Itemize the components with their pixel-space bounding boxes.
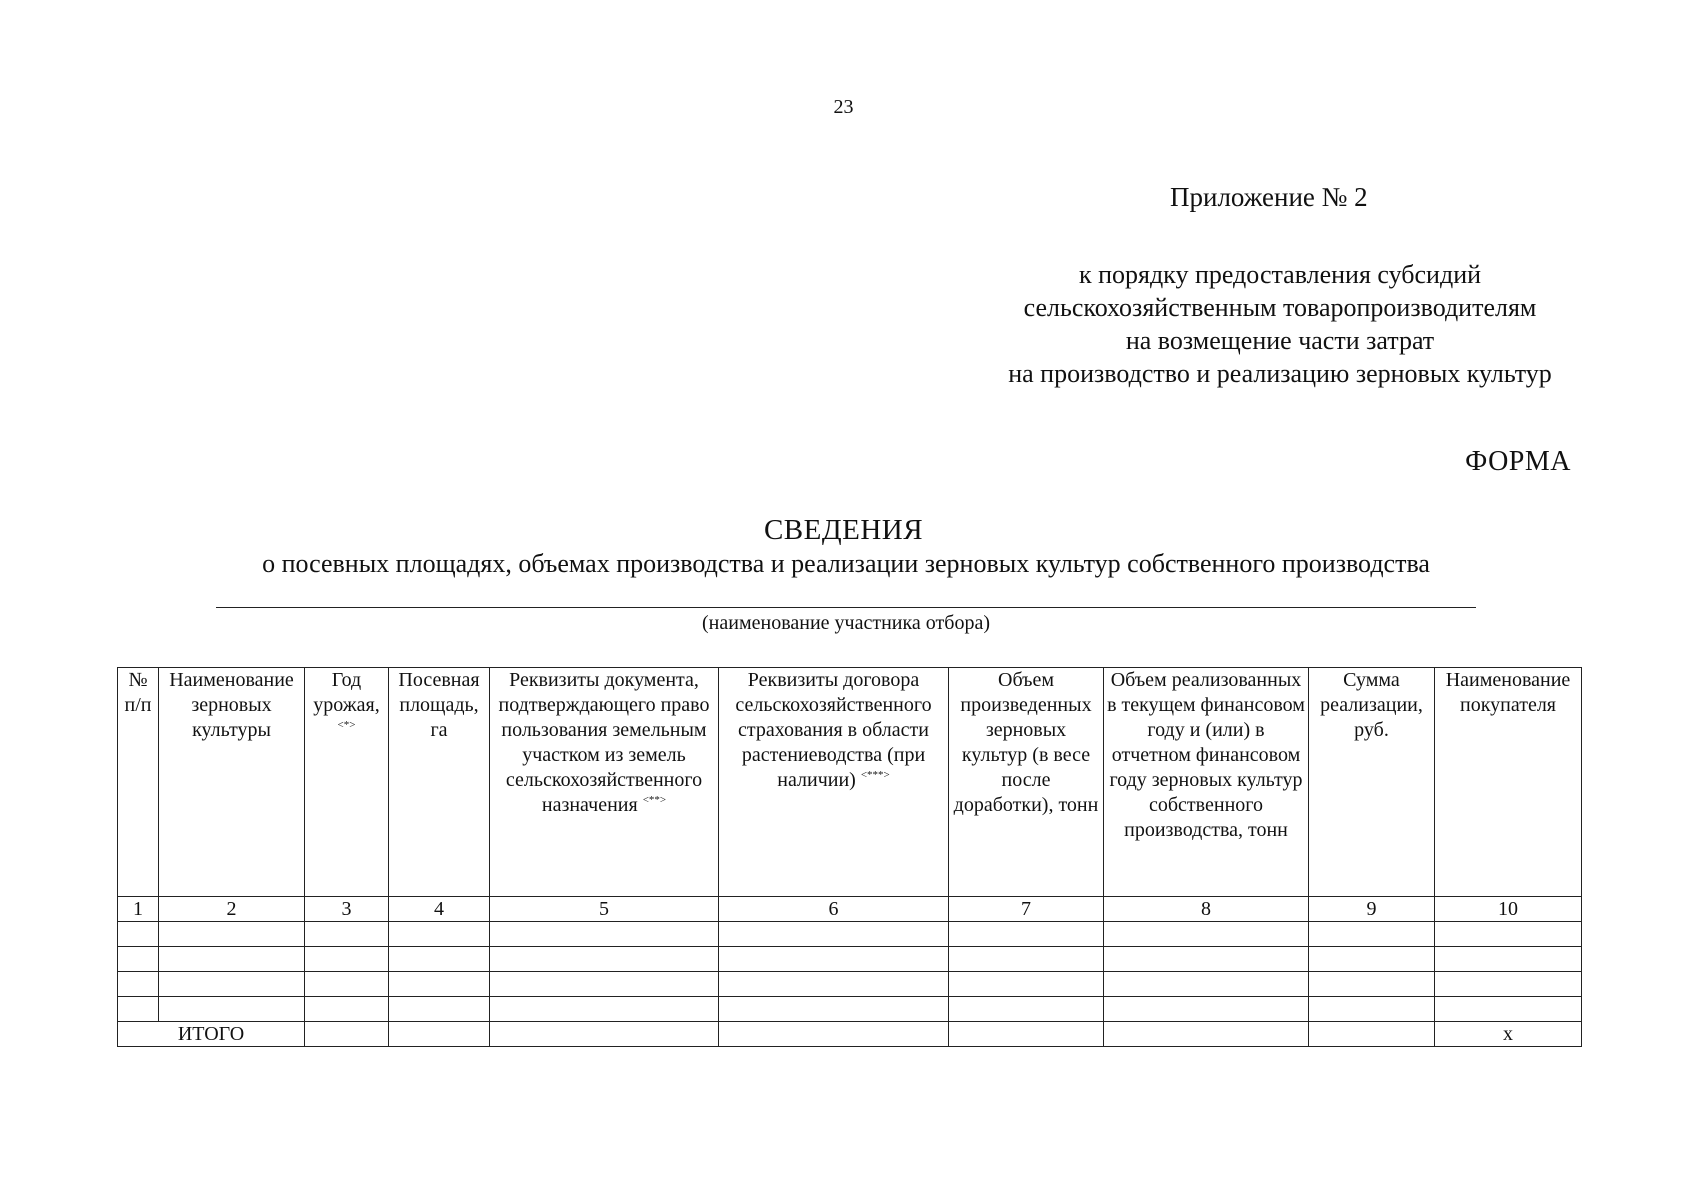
table-cell[interactable] bbox=[159, 972, 305, 997]
table-cell[interactable] bbox=[490, 1022, 719, 1047]
table-cell[interactable] bbox=[118, 997, 159, 1022]
column-number: 5 bbox=[490, 897, 719, 922]
table-cell[interactable] bbox=[949, 1022, 1104, 1047]
footnote-mark: <***> bbox=[860, 769, 890, 781]
header-cell bbox=[389, 668, 490, 897]
column-number: 3 bbox=[305, 897, 389, 922]
table-cell[interactable] bbox=[719, 972, 949, 997]
table-cell[interactable] bbox=[159, 997, 305, 1022]
table-cell[interactable] bbox=[1435, 997, 1582, 1022]
header-text: Год урожая, bbox=[313, 669, 380, 716]
table-cell[interactable] bbox=[490, 922, 719, 947]
table-cell[interactable] bbox=[719, 1022, 949, 1047]
table-cell[interactable] bbox=[1309, 997, 1435, 1022]
table-cell[interactable] bbox=[1309, 947, 1435, 972]
table-cell[interactable] bbox=[1435, 972, 1582, 997]
page-number: 23 bbox=[833, 96, 854, 118]
column-number: 7 bbox=[949, 897, 1104, 922]
header-cell bbox=[719, 668, 949, 897]
appendix-title: Приложение № 2 bbox=[1170, 182, 1368, 212]
header-text: Объем реализованных в текущем финансовом году и (или) в отчетном финансовом году зерновых культур собственного производства, тонн bbox=[1107, 669, 1305, 841]
total-label: ИТОГО bbox=[118, 1022, 305, 1047]
header-cell bbox=[305, 668, 389, 897]
appendix-subtitle bbox=[960, 258, 1600, 390]
total-buyer-mark: х bbox=[1435, 1022, 1582, 1047]
table-cell[interactable] bbox=[949, 922, 1104, 947]
table-cell[interactable] bbox=[1309, 922, 1435, 947]
table-row bbox=[118, 947, 1582, 972]
header-cell bbox=[118, 668, 159, 897]
appendix-subtitle-line: сельскохозяйственным товаропроизводителям bbox=[1023, 293, 1537, 322]
header-text: Наименование зерновых культуры bbox=[169, 669, 294, 741]
table-cell[interactable] bbox=[389, 947, 490, 972]
table-cell[interactable] bbox=[305, 922, 389, 947]
column-number: 9 bbox=[1309, 897, 1435, 922]
header-text: Наименование покупателя bbox=[1445, 669, 1571, 716]
table-cell[interactable] bbox=[305, 1022, 389, 1047]
table-cell[interactable] bbox=[1104, 1022, 1309, 1047]
header-cell bbox=[490, 668, 719, 897]
table-cell[interactable] bbox=[1104, 947, 1309, 972]
participant-caption: (наименование участника отбора) bbox=[702, 612, 990, 634]
table-row bbox=[118, 972, 1582, 997]
participant-name-line[interactable] bbox=[216, 607, 1476, 608]
table-cell[interactable] bbox=[389, 922, 490, 947]
table-cell[interactable] bbox=[159, 922, 305, 947]
column-number: 8 bbox=[1104, 897, 1309, 922]
header-text: Реквизиты договора сельскохозяйственного страхования в области растениеводства (при наличии) bbox=[735, 669, 932, 791]
column-number: 4 bbox=[389, 897, 490, 922]
table-cell[interactable] bbox=[1309, 972, 1435, 997]
table-cell[interactable] bbox=[490, 947, 719, 972]
document-subtitle: о посевных площадях, объемах производства и реализации зерновых культур собственного производства bbox=[262, 549, 1430, 578]
footnote-mark: <**> bbox=[642, 794, 667, 806]
table-cell[interactable] bbox=[1435, 947, 1582, 972]
table-cell[interactable] bbox=[305, 972, 389, 997]
table-cell[interactable] bbox=[118, 922, 159, 947]
document-title: СВЕДЕНИЯ bbox=[763, 514, 924, 546]
appendix-subtitle-line: к порядку предоставления субсидий bbox=[1078, 260, 1482, 289]
appendix-subtitle-line: на возмещение части затрат bbox=[1125, 326, 1435, 355]
header-text: № п/п bbox=[124, 669, 152, 716]
table-cell[interactable] bbox=[1104, 997, 1309, 1022]
table-cell[interactable] bbox=[118, 947, 159, 972]
table-row bbox=[118, 922, 1582, 947]
column-number: 2 bbox=[159, 897, 305, 922]
table-cell[interactable] bbox=[719, 947, 949, 972]
column-number: 10 bbox=[1435, 897, 1582, 922]
table-header-row bbox=[118, 668, 1582, 897]
column-number: 1 bbox=[118, 897, 159, 922]
column-number-row bbox=[118, 897, 1582, 922]
table-cell[interactable] bbox=[949, 947, 1104, 972]
data-table bbox=[117, 667, 1582, 1047]
header-cell bbox=[1104, 668, 1309, 897]
table-cell[interactable] bbox=[719, 922, 949, 947]
header-cell bbox=[1309, 668, 1435, 897]
header-cell bbox=[159, 668, 305, 897]
table-cell[interactable] bbox=[490, 972, 719, 997]
table-cell[interactable] bbox=[389, 972, 490, 997]
table-cell[interactable] bbox=[305, 997, 389, 1022]
header-text: Объем произведенных зерновых культур (в весе после доработки), тонн bbox=[953, 669, 1099, 816]
header-text: Посевная площадь, га bbox=[398, 669, 480, 741]
table-cell[interactable] bbox=[1309, 1022, 1435, 1047]
table-cell[interactable] bbox=[305, 947, 389, 972]
table-cell[interactable] bbox=[1435, 922, 1582, 947]
header-cell bbox=[1435, 668, 1582, 897]
table-cell[interactable] bbox=[1104, 922, 1309, 947]
table-cell[interactable] bbox=[719, 997, 949, 1022]
table-cell[interactable] bbox=[949, 972, 1104, 997]
total-row bbox=[118, 1022, 1582, 1047]
table-cell[interactable] bbox=[949, 997, 1104, 1022]
column-number: 6 bbox=[719, 897, 949, 922]
header-cell bbox=[949, 668, 1104, 897]
table-row bbox=[118, 997, 1582, 1022]
table-cell[interactable] bbox=[118, 972, 159, 997]
form-label: ФОРМА bbox=[1465, 446, 1571, 477]
footnote-mark: <*> bbox=[337, 719, 356, 731]
header-text: Сумма реализации, руб. bbox=[1320, 669, 1423, 741]
header-text: Реквизиты документа, подтверждающего право пользования земельным участком из земель сельскохозяйственного назначения bbox=[498, 669, 710, 816]
table-cell[interactable] bbox=[389, 1022, 490, 1047]
table-cell[interactable] bbox=[389, 997, 490, 1022]
table-cell[interactable] bbox=[490, 997, 719, 1022]
table-cell[interactable] bbox=[159, 947, 305, 972]
appendix-subtitle-line: на производство и реализацию зерновых культур bbox=[1008, 359, 1552, 388]
table-cell[interactable] bbox=[1104, 972, 1309, 997]
